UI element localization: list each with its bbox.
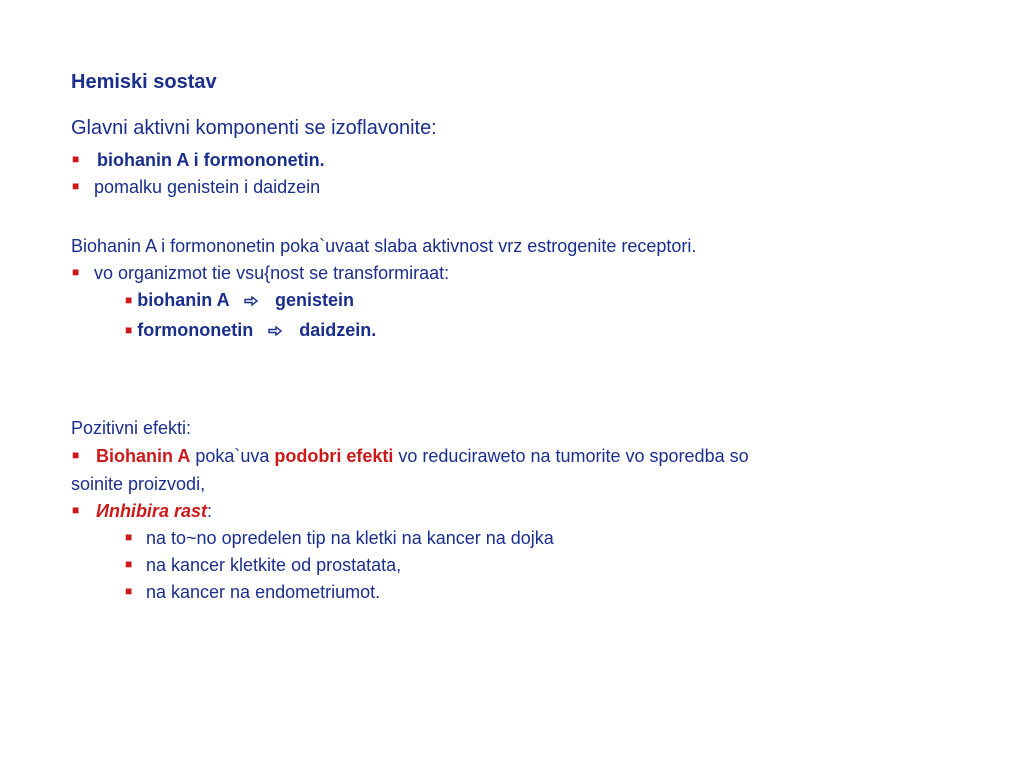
effect-verb: poka`uva: [190, 446, 275, 466]
outline-arrow-right-icon: [244, 296, 258, 306]
inhibit-item: na to~no opredelen tip na kletki na kancer na dojka: [146, 528, 554, 548]
outline-arrow-right-icon: [268, 326, 282, 336]
activity-text: Biohanin A i formononetin poka`uvaat slaba aktivnost vrz estrogenite receptori.: [71, 236, 697, 256]
square-bullet-icon: ■: [125, 293, 133, 307]
inhibit-label: Иnhibira rast: [96, 501, 207, 521]
effect-rest: vo reduciraweto na tumorite vo sporedba so: [393, 446, 749, 466]
square-bullet-icon: ■: [72, 152, 80, 166]
square-bullet-icon: ■: [125, 323, 133, 337]
transform-from: formononetin: [137, 320, 254, 340]
effect-subject: Biohanin A: [96, 446, 191, 466]
inhibit-item: na kancer kletkite od prostatata,: [146, 555, 402, 575]
transform-text: vo organizmot tie vsu{nost se transformiraat:: [94, 263, 450, 283]
effects-heading: Pozitivni efekti:: [71, 418, 192, 438]
square-bullet-icon: ■: [125, 584, 133, 598]
transform-to: daidzein.: [299, 320, 377, 340]
component-item-2: pomalku genistein i daidzein: [94, 177, 321, 197]
inhibit-item: na kancer na endometriumot.: [146, 582, 381, 602]
transform-row-1: [125, 289, 354, 311]
square-bullet-icon: ■: [72, 179, 80, 193]
transform-from: biohanin A: [137, 290, 229, 310]
slide-title: Hemiski sostav: [71, 71, 217, 93]
inhibit-colon: :: [206, 501, 212, 521]
effect-line-2: soinite proizvodi,: [71, 474, 206, 494]
square-bullet-icon: ■: [72, 448, 80, 462]
intro-text: Glavni aktivni komponenti se izoflavonite:: [71, 117, 437, 139]
square-bullet-icon: ■: [125, 557, 133, 571]
transform-to: genistein: [274, 290, 354, 310]
square-bullet-icon: ■: [72, 503, 80, 517]
inhibit-line: [96, 500, 212, 522]
square-bullet-icon: ■: [125, 530, 133, 544]
transform-row-2: [125, 319, 376, 341]
effect-line-1: [96, 445, 749, 467]
effect-emphasis: podobri efekti: [274, 446, 394, 466]
component-item-1: biohanin A i formononetin.: [97, 150, 325, 170]
square-bullet-icon: ■: [72, 265, 80, 279]
